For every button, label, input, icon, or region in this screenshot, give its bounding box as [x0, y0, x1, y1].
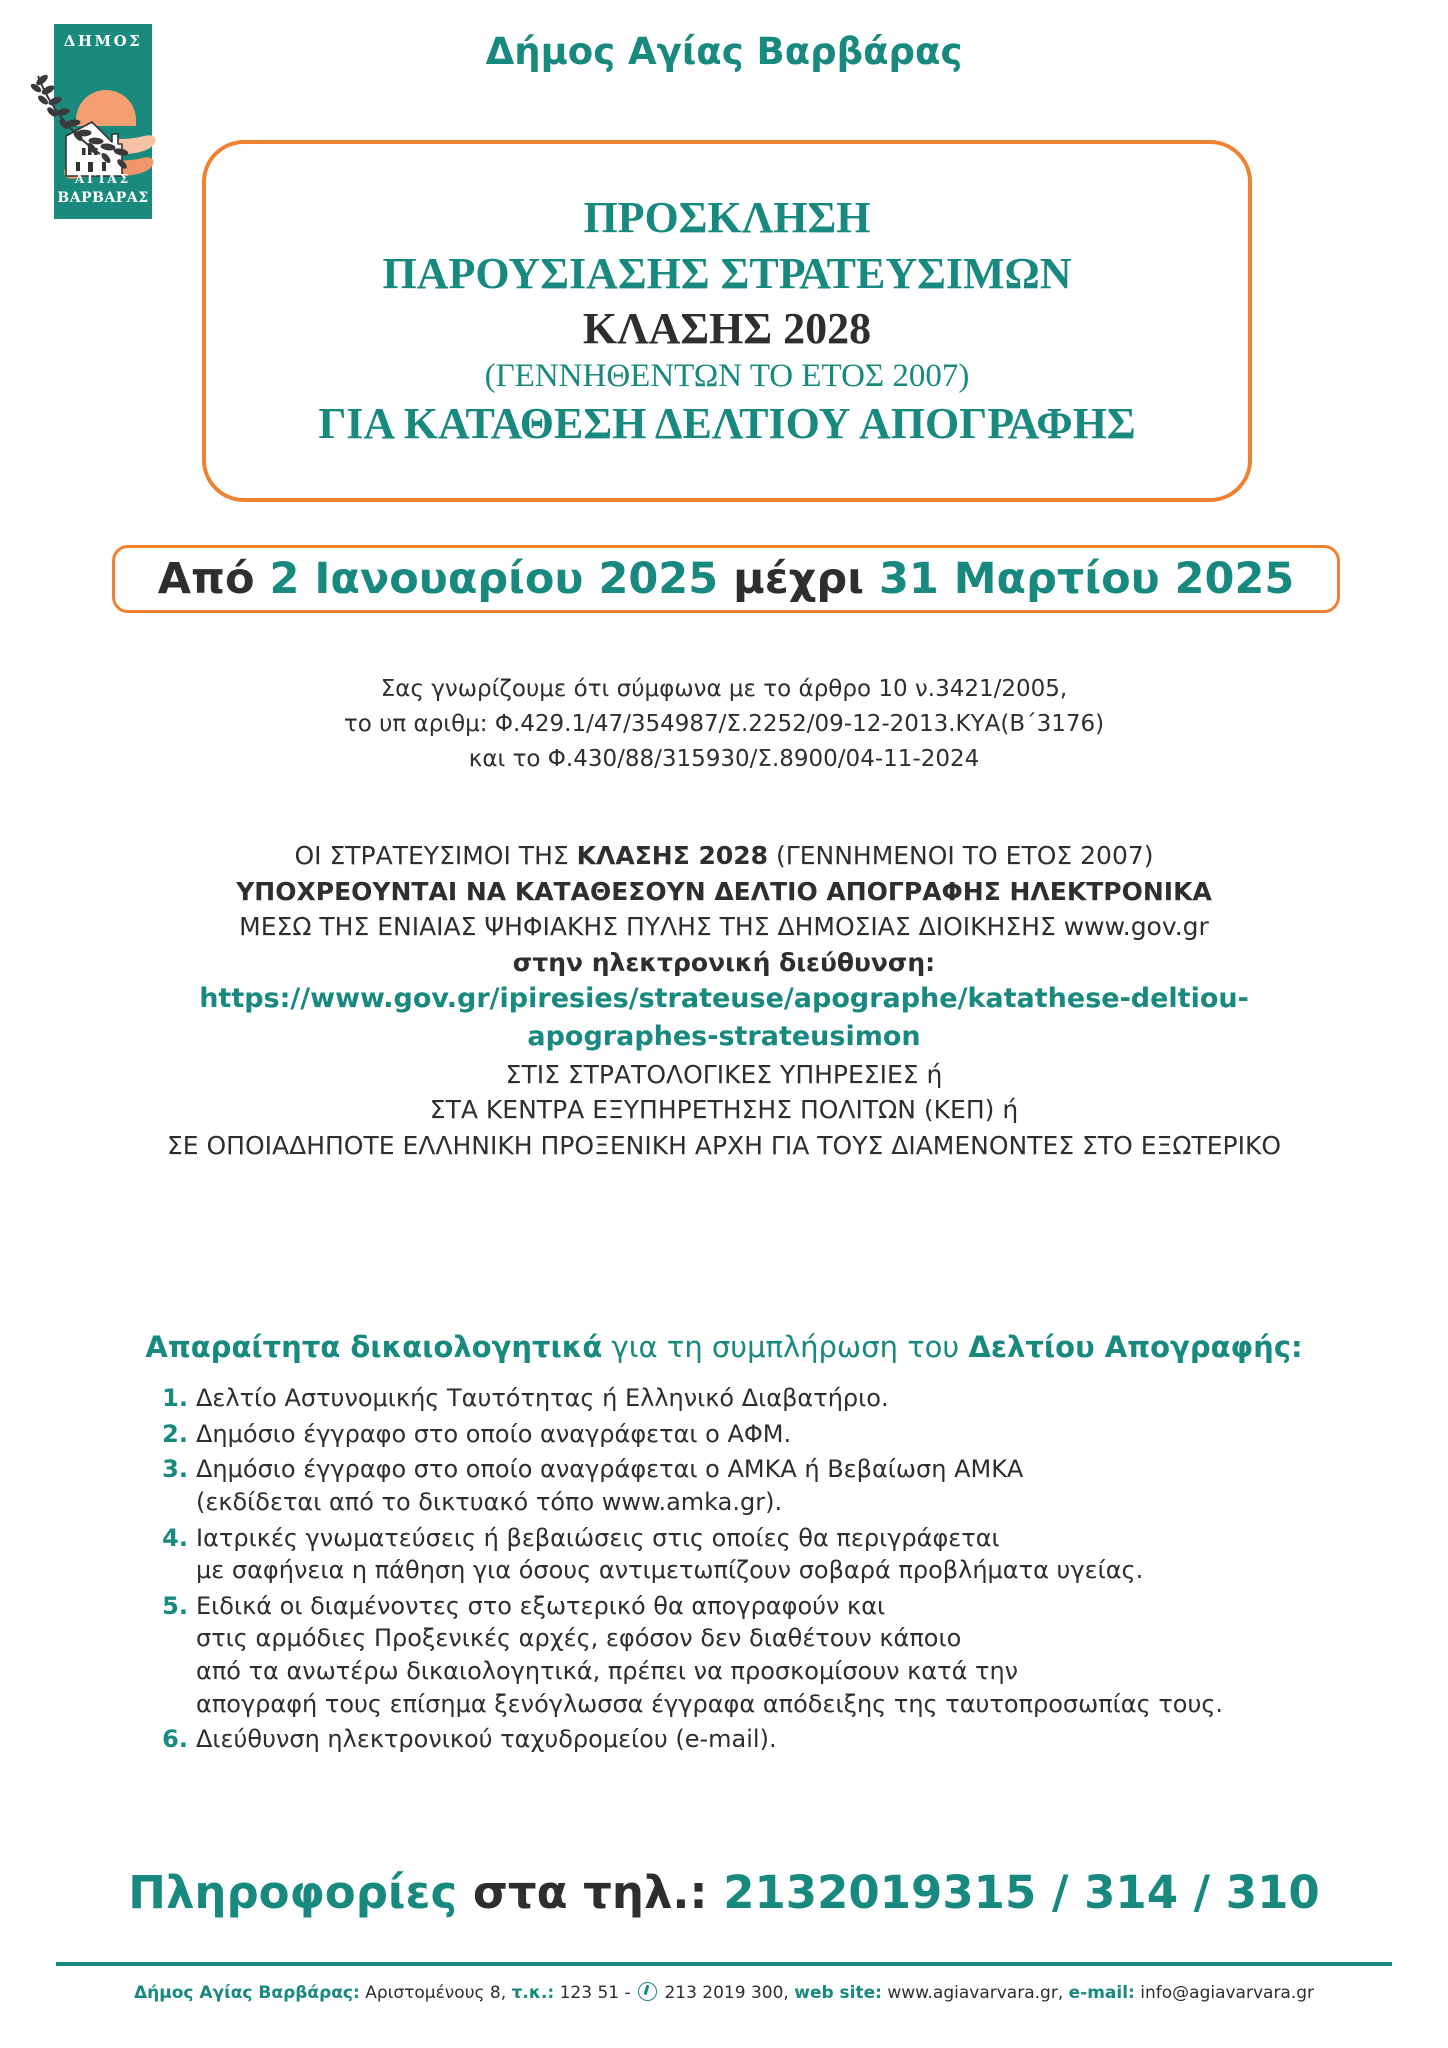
requirements-heading-normal: για τη συμπλήρωση του	[602, 1330, 969, 1364]
requirement-item	[158, 1522, 1338, 1587]
instruction-line-consular: ΣΕ ΟΠΟΙΑΔΗΠΟΤΕ ΕΛΛΗΝΙΚΗ ΠΡΟΞΕΝΙΚΗ ΑΡΧΗ ΓΙΑ ΤΟΥΣ ΔΙΑΜΕΝΟΝΤΕΣ ΣΤΟ ΕΞΩΤΕΡΙΚΟ	[166, 1130, 1282, 1160]
requirement-text	[196, 1723, 1338, 1756]
footer-web[interactable]: www.agiavarvara.gr,	[881, 1983, 1069, 2003]
legal-line-2: το υπ αριθμ: Φ.429.1/47/354987/Σ.2252/09-12-2013.ΚΥΑ(Β΄3176)	[343, 710, 1105, 737]
requirement-number: 3.	[162, 1455, 188, 1484]
requirement-item	[158, 1590, 1338, 1721]
footer-web-label: web site:	[794, 1983, 882, 2003]
footer-email[interactable]: info@agiavarvara.gr	[1134, 1983, 1315, 2003]
footer-email-label: e-mail:	[1068, 1983, 1135, 2003]
footer-divider	[56, 1962, 1392, 1966]
legal-line-3: και το Φ.430/88/315930/Σ.8900/04-11-2024	[468, 745, 980, 772]
requirement-item	[158, 1453, 1338, 1518]
requirement-text-line: στις αρμόδιες Προξενικές αρχές, εφόσον δεν διαθέτουν κάποιο	[196, 1624, 962, 1653]
requirement-number: 4.	[162, 1523, 188, 1552]
date-to: 31 Μαρτίου 2025	[878, 554, 1295, 604]
date-range-text	[158, 554, 1295, 604]
requirements-heading-bold-1: Απαραίτητα δικαιολογητικά	[145, 1330, 603, 1364]
title-line-birth-year: (ΓΕΝΝΗΘΕΝΤΩΝ ΤΟ ΕΤΟΣ 2007)	[484, 357, 970, 394]
date-range-banner	[112, 545, 1340, 613]
title-line-parousiasis: ΠΑΡΟΥΣΙΑΣΗΣ ΣΤΡΑΤΕΥΣΙΜΩΝ	[382, 248, 1072, 298]
footer-phone: 213 2019 300,	[659, 1983, 795, 2003]
footer-municipality: Δήμος Αγίας Βαρβάρας:	[133, 1983, 360, 2003]
requirements-heading-bold-2: Δελτίου Απογραφής:	[968, 1330, 1303, 1364]
instructions-block	[0, 838, 1448, 1163]
requirement-item	[158, 1382, 1338, 1415]
logo-text-dimos: ΔΗΜΟΣ	[63, 32, 143, 50]
instruction-line-address-label: στην ηλεκτρονική διεύθυνση:	[512, 947, 936, 977]
instruction-line-class-bold: ΚΛΑΣΗΣ 2028	[576, 841, 769, 870]
requirement-text-line: Ιατρικές γνωματεύσεις ή βεβαιώσεις στις οποίες θα περιγράφεται	[196, 1523, 1000, 1552]
requirement-item	[158, 1723, 1338, 1756]
requirement-text-line: Δημόσιο έγγραφο στο οποίο αναγράφεται ο ΑΜΚΑ ή Βεβαίωση ΑΜΚΑ	[196, 1455, 1024, 1484]
requirement-text	[196, 1453, 1338, 1518]
requirement-number: 5.	[162, 1591, 188, 1620]
requirement-text-line: Δημόσιο έγγραφο στο οποίο αναγράφεται ο ΑΦΜ.	[196, 1419, 792, 1448]
footer-postal-label: τ.κ.:	[511, 1983, 555, 2003]
requirements-heading	[0, 1330, 1448, 1364]
announcement-title-box	[202, 140, 1252, 502]
info-phones-numbers: 2132019315 / 314 / 310	[723, 1866, 1320, 1919]
date-from: 2 Ιανουαρίου 2025	[269, 554, 719, 604]
instruction-line-kep: ΣΤΑ ΚΕΝΤΡΑ ΕΞΥΠΗΡΕΤΗΣΗΣ ΠΟΛΙΤΩΝ (ΚΕΠ) ή	[429, 1095, 1019, 1125]
gov-url-line-2[interactable]: apographes-strateusimon	[527, 1021, 921, 1053]
requirement-text	[196, 1590, 1338, 1721]
requirement-text-line: Διεύθυνση ηλεκτρονικού ταχυδρομείου (e-mail).	[196, 1725, 777, 1754]
date-prefix: Από	[157, 554, 255, 604]
requirement-number: 2.	[162, 1419, 188, 1448]
requirement-text-line: Ειδικά οι διαμένοντες στο εξωτερικό θα απογραφούν και	[196, 1591, 886, 1620]
instruction-line-class-a: ΟΙ ΣΤΡΑΤΕΥΣΙΜΟΙ ΤΗΣ	[294, 841, 577, 870]
phone-icon	[638, 1982, 657, 2001]
instruction-line-strat-services: ΣΤΙΣ ΣΤΡΑΤΟΛΟΓΙΚΕΣ ΥΠΗΡΕΣΙΕΣ ή	[505, 1059, 943, 1089]
legal-reference-paragraph	[0, 672, 1448, 777]
logo-text-agias: ΑΓΙΑΣ	[74, 172, 132, 186]
gov-url-line-1[interactable]: https://www.gov.gr/ipiresies/strateuse/apographe/katathese-deltiou-	[199, 983, 1249, 1014]
info-phones	[0, 1866, 1448, 1919]
instruction-line-portal: ΜΕΣΩ ΤΗΣ ΕΝΙΑΙΑΣ ΨΗΦΙΑΚΗΣ ΠΥΛΗΣ ΤΗΣ ΔΗΜΟΣΙΑΣ ΔΙΟΙΚΗΣΗΣ www.gov.gr	[239, 912, 1209, 941]
title-line-katathesi: ΓΙΑ ΚΑΤΑΘΕΣΗ ΔΕΛΤΙΟΥ ΑΠΟΓΡΑΦΗΣ	[318, 399, 1136, 449]
info-phones-middle: στα τηλ.:	[457, 1866, 724, 1919]
title-line-klasis: ΚΛΑΣΗΣ 2028	[582, 304, 872, 354]
requirement-text-line: με σαφήνεια η πάθηση για όσους αντιμετωπίζουν σοβαρά προβλήματα υγείας.	[196, 1556, 1144, 1585]
footer-postal-code: 123 51 -	[554, 1983, 637, 2003]
footer-contact-bar	[0, 1982, 1448, 2003]
date-middle: μέχρι	[733, 554, 864, 604]
legal-line-1: Σας γνωρίζουμε ότι σύμφωνα με το άρθρο 10 ν.3421/2005,	[380, 676, 1068, 702]
footer-address: Αριστομένους 8,	[359, 1983, 512, 2003]
requirement-text	[196, 1418, 1338, 1451]
info-phones-label: Πληροφορίες	[128, 1866, 458, 1919]
instruction-line-class-c: (ΓΕΝΝΗΜΕΝΟΙ ΤΟ ΕΤΟΣ 2007)	[768, 841, 1154, 870]
requirement-number: 6.	[162, 1725, 188, 1754]
instruction-line-class	[0, 838, 1448, 874]
requirement-number: 1.	[162, 1384, 188, 1412]
requirement-text	[196, 1382, 1338, 1415]
title-line-prosklisi: ΠΡΟΣΚΛΗΣΗ	[583, 193, 871, 243]
requirement-text-line: Δελτίο Αστυνομικής Ταυτότητας ή Ελληνικό Διαβατήριο.	[196, 1384, 889, 1412]
requirement-text-line: από τα ανωτέρω δικαιολογητικά, πρέπει να προσκομίσουν κατά την	[196, 1657, 1019, 1685]
requirement-text-line: (εκδίδεται από το δικτυακό τόπο www.amka.gr).	[196, 1487, 783, 1516]
instruction-line-obligation: ΥΠΟΧΡΕΟΥΝΤΑΙ ΝΑ ΚΑΤΑΘΕΣΟΥΝ ΔΕΛΤΙΟ ΑΠΟΓΡΑΦΗΣ ΗΛΕΚΤΡΟΝΙΚΑ	[236, 876, 1212, 906]
requirements-list	[158, 1382, 1338, 1759]
requirement-text	[196, 1522, 1338, 1587]
page-title: Δήμος Αγίας Βαρβάρας	[485, 30, 963, 73]
logo-text-varvaras: ΒΑΡΒΑΡΑΣ	[57, 190, 149, 206]
requirement-text-line: απογραφή τους επίσημα ξενόγλωσσα έγγραφα απόδειξης της ταυτοπροσωπίας τους.	[196, 1689, 1224, 1718]
requirement-item	[158, 1418, 1338, 1451]
